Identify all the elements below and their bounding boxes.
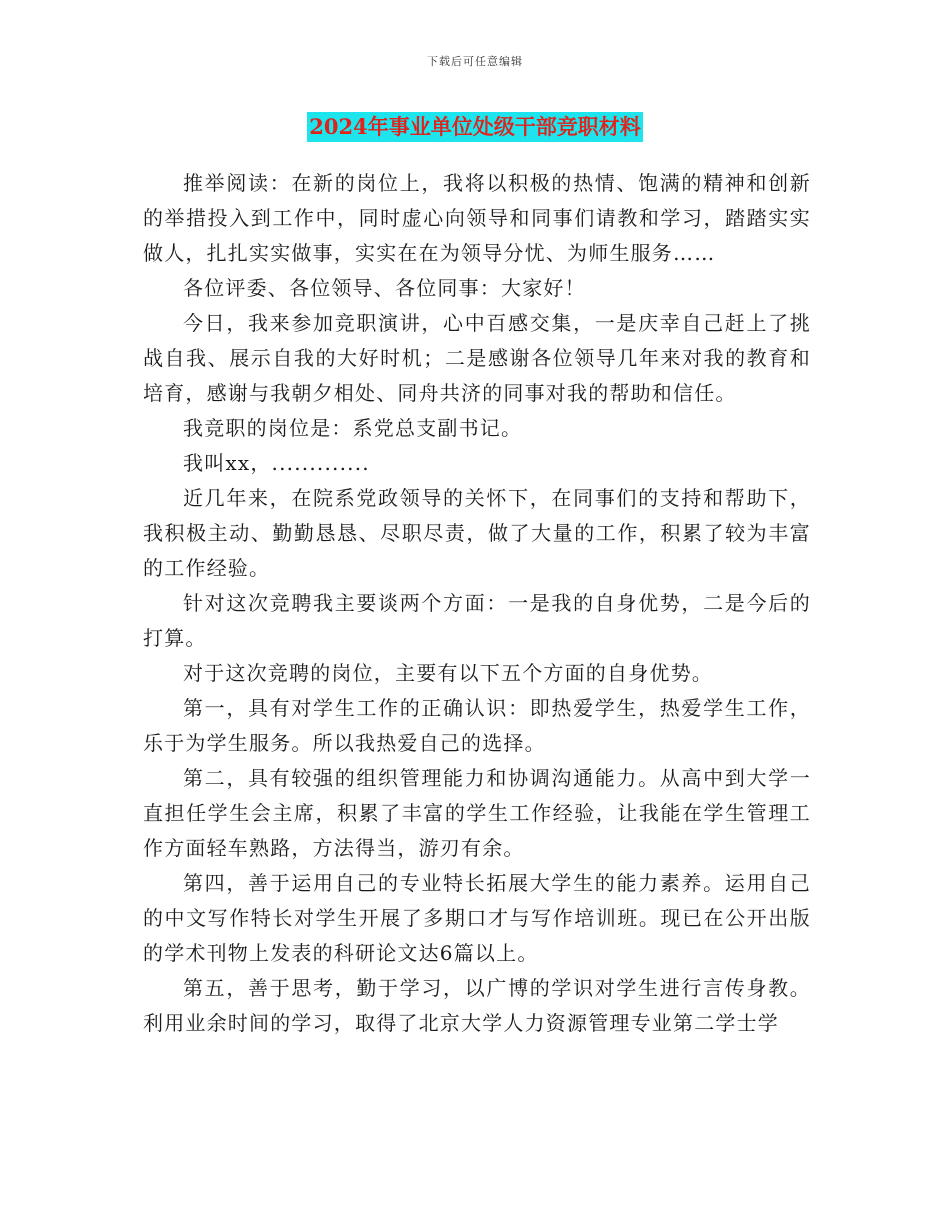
paragraph-advantage-4: 第四，善于运用自己的专业特长拓展大学生的能力素养。运用自己的中文写作特长对学生开展了多期口才与写作培训班。现已在公开出版的学术刊物上发表的科研论文达6篇以上。 — [143, 871, 811, 965]
paragraph-position: 我竞职的岗位是：系党总支副书记。 — [183, 416, 523, 440]
paragraph-advantage-1: 第一，具有对学生工作的正确认识：即热爱学生，热爱学生工作，乐于为学生服务。所以我热爱自己的选择。 — [143, 696, 811, 755]
paragraph-experience: 近几年来，在院系党政领导的关怀下，在同事们的支持和帮助下，我积极主动、勤勤恳恳、尽职尽责，做了大量的工作，积累了较为丰富的工作经验。 — [143, 486, 811, 580]
document-title: 2024年事业单位处级干部竞职材料 — [307, 112, 642, 142]
paragraph-advantage-2: 第二，具有较强的组织管理能力和协调沟通能力。从高中到大学一直担任学生会主席，积累了丰富的学生工作经验，让我能在学生管理工作方面轻车熟路，方法得当，游刃有余。 — [143, 766, 811, 860]
title-wrapper — [0, 112, 950, 142]
paragraph-feelings: 今日，我来参加竞职演讲，心中百感交集，一是庆幸自己赶上了挑战自我、展示自我的大好时机；二是感谢各位领导几年来对我的教育和培育，感谢与我朝夕相处、同舟共济的同事对我的帮助和信任。 — [143, 311, 811, 405]
paragraph-advantage-5: 第五，善于思考，勤于学习，以广博的学识对学生进行言传身教。利用业余时间的学习，取得了北京大学人力资源管理专业第二学士学 — [143, 976, 811, 1035]
paragraph-name: 我叫xx，............. — [183, 451, 370, 475]
page-header-note: 下载后可任意编辑 — [427, 55, 523, 68]
paragraph-intro: 推举阅读：在新的岗位上，我将以积极的热情、饱满的精神和创新的举措投入到工作中，同时虚心向领导和同事们请教和学习，踏踏实实做人，扎扎实实做事，实实在在为领导分忧、为师生服务…… — [143, 171, 811, 265]
document-body — [143, 166, 811, 1041]
paragraph-outline: 针对这次竞聘我主要谈两个方面：一是我的自身优势，二是今后的打算。 — [143, 591, 811, 650]
paragraph-greeting: 各位评委、各位领导、各位同事：大家好！ — [183, 276, 586, 300]
paragraph-advantages-intro: 对于这次竞聘的岗位，主要有以下五个方面的自身优势。 — [183, 661, 713, 685]
